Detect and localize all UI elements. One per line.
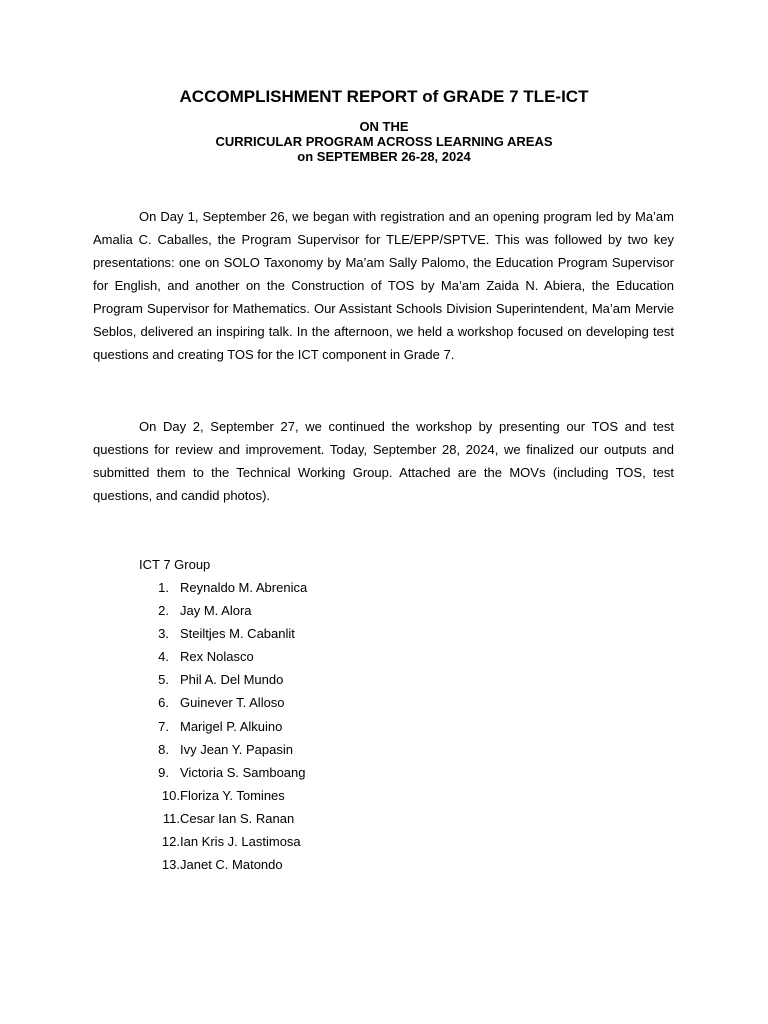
list-item bbox=[139, 784, 307, 807]
list-item-name: Phil A. Del Mundo bbox=[180, 672, 284, 688]
list-item-name: Guinever T. Alloso bbox=[180, 695, 285, 711]
list-item bbox=[139, 738, 307, 761]
subtitle-line-1: ON THE bbox=[359, 119, 409, 134]
list-item bbox=[139, 691, 307, 714]
list-item bbox=[139, 668, 307, 691]
list-item-name: Ivy Jean Y. Papasin bbox=[180, 741, 293, 757]
list-item bbox=[139, 622, 307, 645]
list-item-number: 4. bbox=[158, 649, 169, 665]
list-item bbox=[139, 830, 307, 853]
list-item-name: Floriza Y. Tomines bbox=[180, 787, 285, 803]
member-list bbox=[139, 576, 307, 876]
list-item bbox=[139, 576, 307, 599]
list-item-number: 7. bbox=[158, 718, 169, 734]
list-item-number: 3. bbox=[158, 626, 169, 642]
list-item-number: 11. bbox=[162, 810, 180, 826]
list-item bbox=[139, 807, 307, 830]
list-item bbox=[139, 761, 307, 784]
list-item bbox=[139, 599, 307, 622]
list-item-name: Cesar Ian S. Ranan bbox=[180, 810, 295, 826]
list-item-number: 8. bbox=[158, 741, 169, 757]
list-item bbox=[139, 715, 307, 738]
list-item-name: Janet C. Matondo bbox=[180, 857, 283, 873]
list-item-number: 1. bbox=[158, 580, 169, 595]
list-item bbox=[139, 645, 307, 668]
list-item-number: 5. bbox=[158, 672, 169, 688]
report-title: ACCOMPLISHMENT REPORT of GRADE 7 TLE-ICT bbox=[179, 87, 589, 106]
list-item-name: Reynaldo M. Abrenica bbox=[180, 580, 308, 595]
list-item-name: Ian Kris J. Lastimosa bbox=[180, 834, 301, 850]
list-item-number: 13. bbox=[161, 857, 180, 873]
list-item-number: 2. bbox=[158, 603, 169, 619]
list-item-name: Steiltjes M. Cabanlit bbox=[180, 626, 295, 642]
list-item-number: 12. bbox=[161, 834, 180, 850]
subtitle-line-2: CURRICULAR PROGRAM ACROSS LEARNING AREAS bbox=[215, 134, 553, 149]
list-item-number: 6. bbox=[158, 695, 169, 711]
list-item-name: Jay M. Alora bbox=[180, 603, 252, 619]
paragraph-day-1: On Day 1, September 26, we began with registration and an opening program led by Ma’am Amalia C. Caballes, the Program Supervisor for TLE/EPP/SPTVE. This was followed by two key presentations: one on SOLO Taxonomy by Ma’am Sally Palomo, the Education Program Supervisor for English, and another on the Construction of TOS by Ma’am Zaida N. Abiera, the Education Program Supervisor for Mathematics. Our Assistant Schools Division Superintendent, Ma’am Mervie Seblos, delivered an inspiring talk. In the afternoon, we held a workshop focused on developing test questions and creating TOS for the ICT component in Grade 7. bbox=[93, 209, 674, 362]
list-item bbox=[139, 853, 307, 876]
list-item-name: Marigel P. Alkuino bbox=[180, 718, 283, 734]
group-label: ICT 7 Group bbox=[139, 557, 211, 572]
list-item-name: Rex Nolasco bbox=[180, 649, 254, 665]
subtitle-line-3: on SEPTEMBER 26-28, 2024 bbox=[297, 149, 471, 164]
list-item-number: 10. bbox=[161, 787, 180, 803]
list-item-name: Victoria S. Samboang bbox=[180, 764, 306, 780]
paragraph-day-2: On Day 2, September 27, we continued the workshop by presenting our TOS and test questions for review and improvement. Today, September 28, 2024, we finalized our outputs and submitted them to the Technical Working Group. Attached are the MOVs (including TOS, test questions, and candid photos). bbox=[93, 419, 674, 503]
list-item-number: 9. bbox=[158, 764, 169, 780]
